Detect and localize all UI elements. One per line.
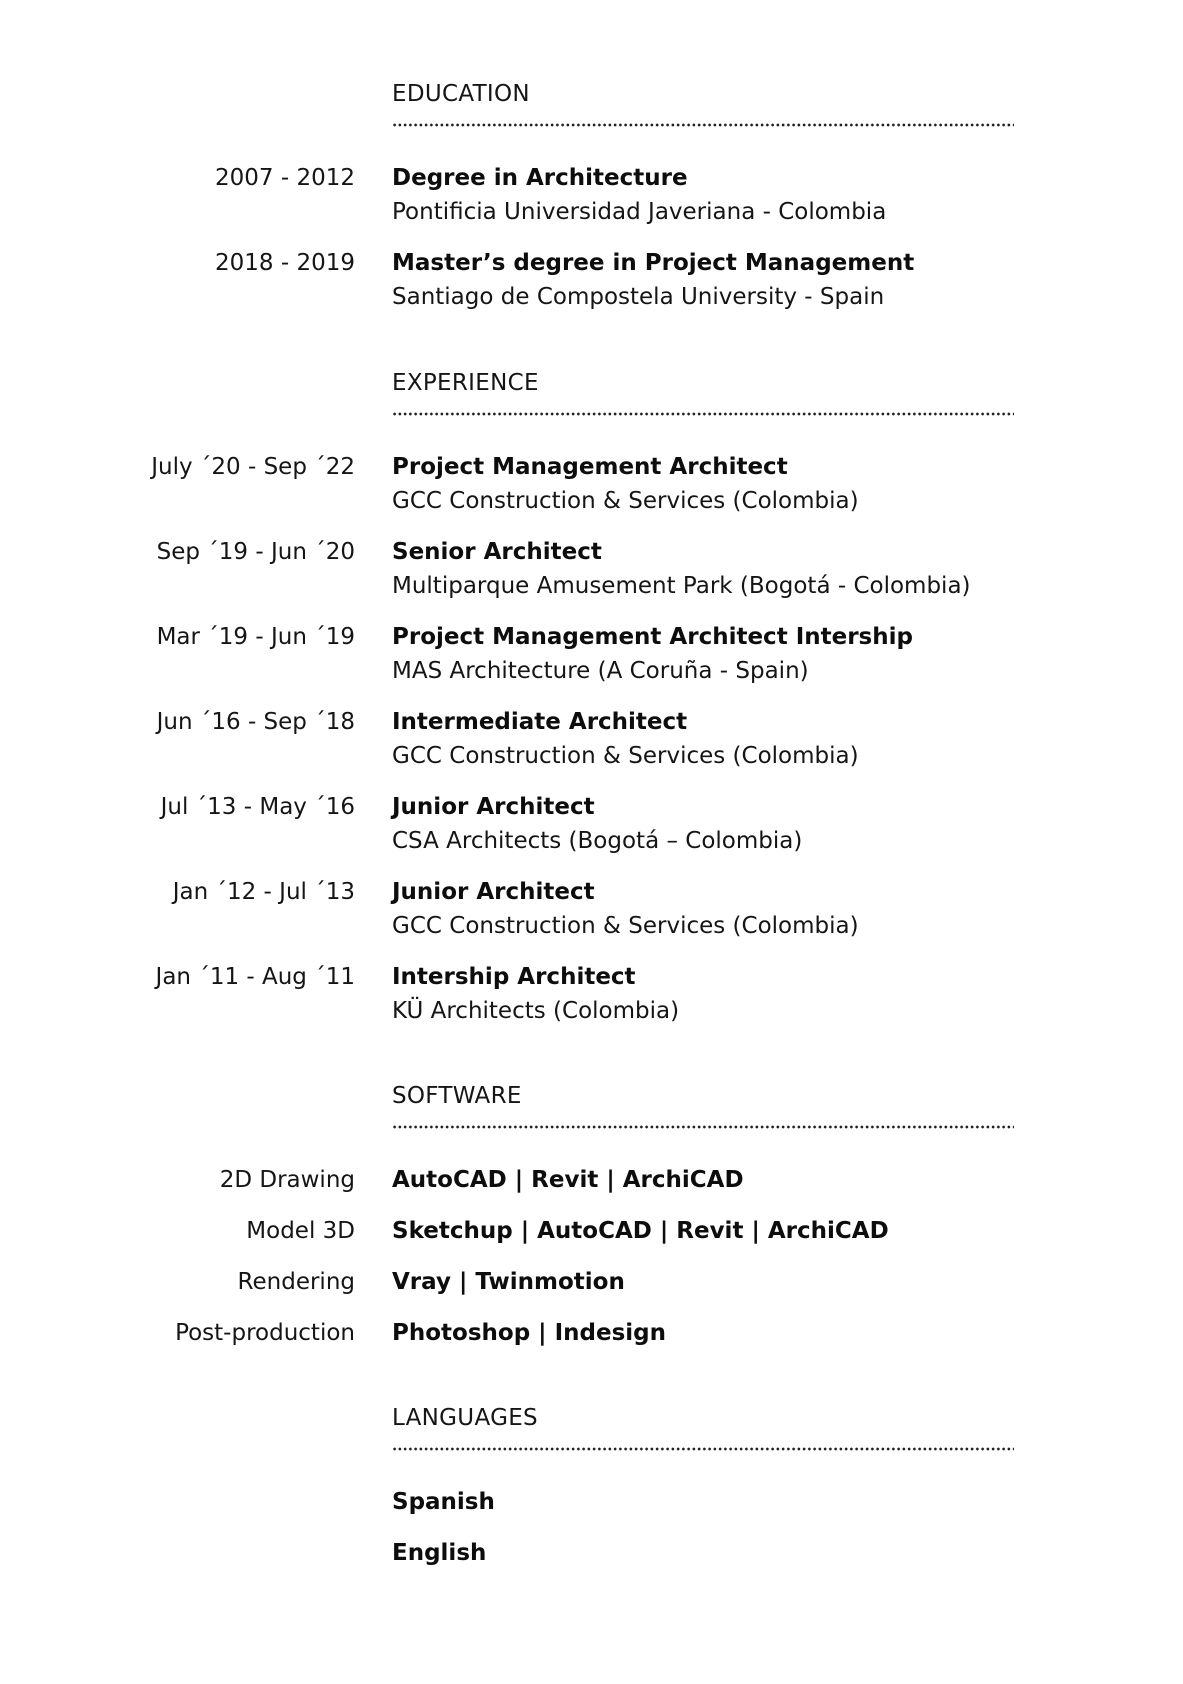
software-tools: Photoshop | Indesign bbox=[392, 1320, 666, 1346]
entry-title: Intermediate Architect bbox=[392, 709, 688, 735]
software-category: Model 3D bbox=[246, 1218, 355, 1244]
software-category: Rendering bbox=[237, 1269, 355, 1295]
entry-subtitle: MAS Architecture (A Coruña - Spain) bbox=[392, 658, 809, 684]
dotted-divider bbox=[392, 1125, 1014, 1129]
entry-subtitle: KÜ Architects (Colombia) bbox=[392, 998, 680, 1024]
entry-subtitle: Santiago de Compostela University - Spain bbox=[392, 284, 885, 310]
entry-title: Master’s degree in Project Management bbox=[392, 250, 915, 276]
entry-title: Project Management Architect bbox=[392, 454, 788, 480]
entry-period: July ´20 - Sep ´22 bbox=[151, 454, 355, 480]
entry-title: Junior Architect bbox=[392, 794, 595, 820]
software-category: 2D Drawing bbox=[219, 1167, 355, 1193]
entry-subtitle: GCC Construction & Services (Colombia) bbox=[392, 913, 859, 939]
entry-period: Jan ´12 - Jul ´13 bbox=[172, 879, 355, 905]
software-category: Post-production bbox=[175, 1320, 355, 1346]
entry-period: Jul ´13 - May ´16 bbox=[160, 794, 355, 820]
section-title-education: EDUCATION bbox=[392, 81, 530, 107]
entry-period: Mar ´19 - Jun ´19 bbox=[156, 624, 355, 650]
software-tools: Vray | Twinmotion bbox=[392, 1269, 625, 1295]
software-tools: AutoCAD | Revit | ArchiCAD bbox=[392, 1167, 744, 1193]
entry-title: Intership Architect bbox=[392, 964, 636, 990]
entry-subtitle: Pontificia Universidad Javeriana - Colombia bbox=[392, 199, 887, 225]
entry-subtitle: GCC Construction & Services (Colombia) bbox=[392, 488, 859, 514]
entry-period: 2018 - 2019 bbox=[215, 250, 355, 276]
section-title-experience: EXPERIENCE bbox=[392, 370, 539, 396]
entry-subtitle: GCC Construction & Services (Colombia) bbox=[392, 743, 859, 769]
language-name: English bbox=[392, 1540, 487, 1566]
entry-period: 2007 - 2012 bbox=[215, 165, 355, 191]
dotted-divider bbox=[392, 412, 1014, 416]
entry-period: Jun ´16 - Sep ´18 bbox=[156, 709, 355, 735]
section-title-languages: LANGUAGES bbox=[392, 1405, 538, 1431]
entry-title: Junior Architect bbox=[392, 879, 595, 905]
software-tools: Sketchup | AutoCAD | Revit | ArchiCAD bbox=[392, 1218, 889, 1244]
entry-subtitle: CSA Architects (Bogotá – Colombia) bbox=[392, 828, 803, 854]
entry-title: Degree in Architecture bbox=[392, 165, 688, 191]
entry-period: Jan ´11 - Aug ´11 bbox=[155, 964, 355, 990]
entry-period: Sep ´19 - Jun ´20 bbox=[156, 539, 355, 565]
language-name: Spanish bbox=[392, 1489, 495, 1515]
dotted-divider bbox=[392, 123, 1014, 127]
entry-title: Senior Architect bbox=[392, 539, 602, 565]
entry-title: Project Management Architect Intership bbox=[392, 624, 913, 650]
section-title-software: SOFTWARE bbox=[392, 1083, 522, 1109]
dotted-divider bbox=[392, 1447, 1014, 1451]
entry-subtitle: Multiparque Amusement Park (Bogotá - Colombia) bbox=[392, 573, 971, 599]
